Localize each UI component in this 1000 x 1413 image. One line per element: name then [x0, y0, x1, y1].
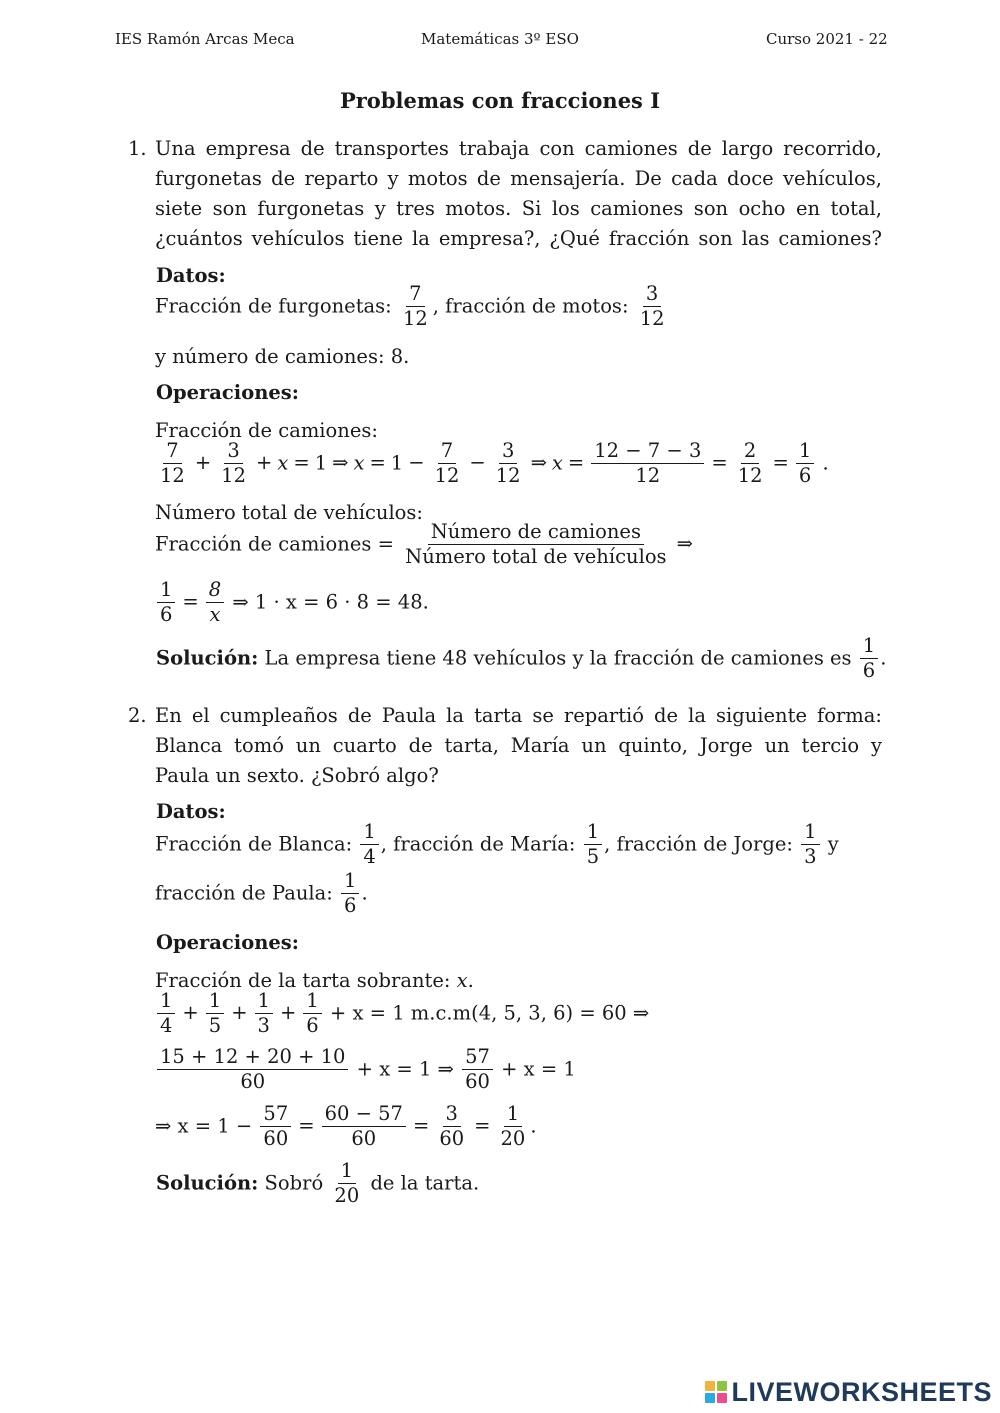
fraction-denominator: 60: [240, 1070, 266, 1094]
fraction-numerator: 57: [260, 1104, 291, 1127]
fraction: [860, 636, 878, 682]
fraction-numerator: 1: [255, 991, 273, 1014]
fraction: [436, 1104, 467, 1150]
fraction-paula: [341, 871, 359, 917]
fraction-maria: [584, 822, 602, 868]
logo-square: [717, 1393, 727, 1403]
problem-2-solucion: [156, 1161, 479, 1207]
fraction-denominator: 60: [439, 1127, 465, 1151]
problem-2-operaciones-heading: Operaciones:: [156, 931, 299, 954]
fraction-denominator: 3: [804, 845, 817, 869]
solucion-text-b: de la tarta.: [370, 1171, 480, 1195]
fraction-numerator: 1: [860, 636, 878, 659]
fraction-numerator: 8: [206, 580, 224, 603]
fraction-denominator: 12: [495, 464, 521, 488]
fraction-denominator: 12: [434, 464, 460, 488]
fraction: [497, 1104, 528, 1150]
fraction: [157, 580, 175, 626]
fraction: [206, 580, 224, 626]
fraction-numerator: 7: [406, 284, 424, 307]
problem-2-statement-line-3: Paula un sexto. ¿Sobró algo?: [155, 764, 439, 787]
fraction-numerator: 15 + 12 + 20 + 10: [157, 1047, 348, 1070]
fraction: [432, 441, 463, 487]
fraction-denominator: x: [209, 603, 221, 627]
fraction-denominator: Número total de vehículos: [405, 545, 667, 569]
fraction-furgonetas: [400, 284, 431, 330]
fraction: [402, 522, 669, 568]
fraction-numerator: 1: [801, 822, 819, 845]
problem-1-numero-total-label: Número total de vehículos:: [155, 501, 423, 524]
fraction-denominator: 6: [344, 894, 357, 918]
problem-1-number: 1.: [128, 137, 147, 160]
problem-1-datos-line-2: y número de camiones: 8.: [155, 345, 410, 368]
solucion-text-a: Sobró: [264, 1171, 324, 1195]
fraction-numerator: 1: [206, 991, 224, 1014]
fraction: [157, 1047, 348, 1093]
fraction: [218, 441, 249, 487]
equation-1-tail: + x = 1 m.c.m(4, 5, 3, 6) = 60 ⇒: [329, 1001, 650, 1025]
fraction: [322, 1104, 406, 1150]
problem-1-datos-heading: Datos:: [156, 264, 226, 287]
fraction-denominator: 6: [798, 464, 812, 488]
problem-2-datos-line-1: [155, 822, 839, 868]
equation-3-head: ⇒ x = 1 −: [155, 1114, 253, 1138]
fraction-numerator: 57: [462, 1047, 493, 1070]
problem-1-fraccion-camiones-label: Fracción de camiones:: [155, 419, 378, 442]
problem-1-equation-1: $\frac{7}{12}$ + $\frac{3}{12}$ + x = 1 ⇒ x = 1 − $\frac{7}{12}$ − $\frac{3}{12}$ ⇒ x = $\frac{12 - 7 - 3}{12}$ = $\frac{2}{12}$ = $\frac{1}{6}$ .: [155, 441, 829, 487]
fraction-denominator: 4: [363, 845, 376, 869]
equation-3-tail: ⇒ 1 · x = 6 · 8 = 48.: [232, 590, 429, 614]
header-course: Curso 2021 - 22: [766, 30, 888, 48]
solucion-label: Solución:: [156, 646, 259, 670]
problem-2-equation-3: ⇒ x = 1 − $\frac{57}{60}$ = $\frac{60 - 57}{60}$ = $\frac{3}{60}$ = $\frac{1}{20}$ .: [155, 1102, 537, 1151]
fraction-denominator: 12: [635, 464, 661, 488]
fraction: [157, 441, 188, 487]
datos-jorge-label: , fracción de Jorge:: [604, 832, 793, 856]
fraction-denominator: 12: [160, 464, 185, 488]
datos-blanca-label: Fracción de Blanca:: [155, 832, 353, 856]
fraction-numerator: 1: [157, 991, 175, 1014]
page-title: Problemas con fracciones I: [339, 88, 661, 113]
fraction: [157, 991, 175, 1037]
fraction-denominator: 5: [586, 845, 600, 869]
fraction-denominator: 12: [221, 464, 246, 488]
logo-square: [705, 1393, 715, 1403]
datos-maria-label: , fracción de María:: [380, 832, 576, 856]
fraction-numerator: Número de camiones: [428, 522, 644, 545]
fraction-denominator: 60: [263, 1127, 289, 1151]
problem-1-solucion: Solución: La empresa tiene 48 vehículos y la fracción de camiones es $\frac{1}{6}$ .: [156, 634, 887, 683]
fraction-denominator: 20: [500, 1127, 526, 1151]
fraction-numerator: 7: [438, 441, 456, 464]
problem-1-statement-line-1: Una empresa de transportes trabaja con camiones de largo recorrido,: [155, 137, 882, 160]
problem-2-statement-line-1: En el cumpleaños de Paula la tarta se repartió de la siguiente forma:: [155, 704, 882, 727]
fraction-denominator: 12: [402, 307, 428, 331]
problem-2-number: 2.: [128, 704, 147, 727]
equation-2-label: Fracción de camiones =: [155, 532, 394, 556]
fraction-numerator: 1: [341, 871, 359, 894]
problem-1-statement-line-4: ¿cuántos vehículos tiene la empresa?, ¿Qué fracción son las camiones?: [155, 227, 882, 250]
logo-square: [717, 1381, 727, 1391]
problem-2-sobrante-label: Fracción de la tarta sobrante: x.: [155, 969, 474, 992]
datos-paula-label: fracción de Paula:: [155, 881, 333, 905]
problem-2-datos-line-2: fracción de Paula: $\frac{1}{6}$ .: [155, 869, 368, 918]
liveworksheets-logo-text: LIVEWORKSHEETS: [731, 1376, 992, 1407]
fraction-numerator: 1: [796, 441, 814, 464]
datos-furgonetas-label: Fracción de furgonetas:: [155, 294, 392, 318]
fraction-denominator: 12: [737, 464, 763, 488]
fraction-numerator: 7: [163, 441, 181, 464]
fraction: [260, 1104, 291, 1150]
fraction: [462, 1047, 493, 1093]
fraction-numerator: 3: [224, 441, 242, 464]
fraction: [331, 1161, 362, 1207]
fraction-denominator: 12: [639, 307, 665, 331]
fraction-numerator: 60 − 57: [322, 1104, 406, 1127]
fraction-numerator: 1: [360, 822, 378, 845]
sobrante-label-text: Fracción de la tarta sobrante:: [155, 969, 451, 992]
fraction: [206, 991, 224, 1037]
fraction-numerator: 1: [584, 822, 602, 845]
fraction-denominator: 60: [351, 1127, 377, 1151]
datos-motos-label: , fracción de motos:: [432, 294, 629, 318]
fraction-numerator: 1: [303, 991, 321, 1014]
fraction-numerator: 2: [741, 441, 759, 464]
fraction-numerator: 1: [504, 1104, 522, 1127]
equation-2-mid: + x = 1 ⇒: [356, 1057, 454, 1081]
problem-2-equation-1: $\frac{1}{4}$ + $\frac{1}{5}$ + $\frac{1}{3}$ + $\frac{1}{6}$ + x = 1 m.c.m(4, 5, 3, 6) = 60 ⇒: [155, 991, 649, 1037]
fraction-numerator: 3: [443, 1104, 461, 1127]
fraction-numerator: 3: [499, 441, 517, 464]
problem-1-equation-3: $\frac{1}{6}$ = $\frac{8}{x}$ ⇒ 1 · x = 6 · 8 = 48.: [155, 580, 429, 626]
fraction-denominator: 5: [208, 1014, 222, 1038]
fraction-denominator: 6: [160, 603, 173, 627]
problem-2-datos-heading: Datos:: [156, 800, 226, 823]
fraction-numerator: 1: [338, 1161, 356, 1184]
fraction-denominator: 6: [306, 1014, 319, 1038]
header-school: IES Ramón Arcas Meca: [115, 30, 295, 48]
problem-1-datos-line-1: [155, 284, 670, 330]
fraction: [493, 441, 524, 487]
problem-1-statement-line-2: furgonetas de reparto y motos de mensajería. De cada doce vehículos,: [155, 167, 882, 190]
liveworksheets-logo: [705, 1375, 992, 1409]
solucion-label: Solución:: [156, 1171, 259, 1195]
fraction-denominator: 6: [862, 659, 876, 683]
fraction-denominator: 20: [334, 1184, 360, 1208]
fraction-denominator: 3: [257, 1014, 270, 1038]
fraction-blanca: [360, 822, 378, 868]
problem-2-equation-2: [155, 1047, 576, 1093]
fraction: [735, 441, 766, 487]
fraction-denominator: 60: [465, 1070, 490, 1094]
datos-y: y: [827, 832, 839, 856]
solucion-text: La empresa tiene 48 vehículos y la fracción de camiones es: [264, 646, 852, 670]
fraction-motos: [637, 284, 668, 330]
header-subject: Matemáticas 3º ESO: [421, 30, 579, 48]
fraction-numerator: 3: [643, 284, 661, 307]
fraction: [303, 991, 321, 1037]
fraction-denominator: 4: [160, 1014, 173, 1038]
fraction: [591, 441, 704, 487]
fraction-jorge: [801, 822, 819, 868]
equation-2-tail: + x = 1: [501, 1057, 576, 1081]
problem-1-operaciones-heading: Operaciones:: [156, 381, 299, 404]
fraction: [796, 441, 814, 487]
liveworksheets-logo-icon: [705, 1381, 727, 1403]
problem-1-equation-2: Fracción de camiones = $\frac{\text{Número de camiones}}{\text{Número total de vehículos}}$ ⇒: [155, 520, 693, 569]
problem-1-statement-line-3: siete son furgonetas y tres motos. Si los camiones son ocho en total,: [155, 197, 882, 220]
fraction: [255, 991, 273, 1037]
problem-2-statement-line-2: Blanca tomó un cuarto de tarta, María un quinto, Jorge un tercio y: [155, 734, 882, 757]
fraction-numerator: 12 − 7 − 3: [591, 441, 704, 464]
fraction-numerator: 1: [157, 580, 175, 603]
logo-square: [705, 1381, 715, 1391]
